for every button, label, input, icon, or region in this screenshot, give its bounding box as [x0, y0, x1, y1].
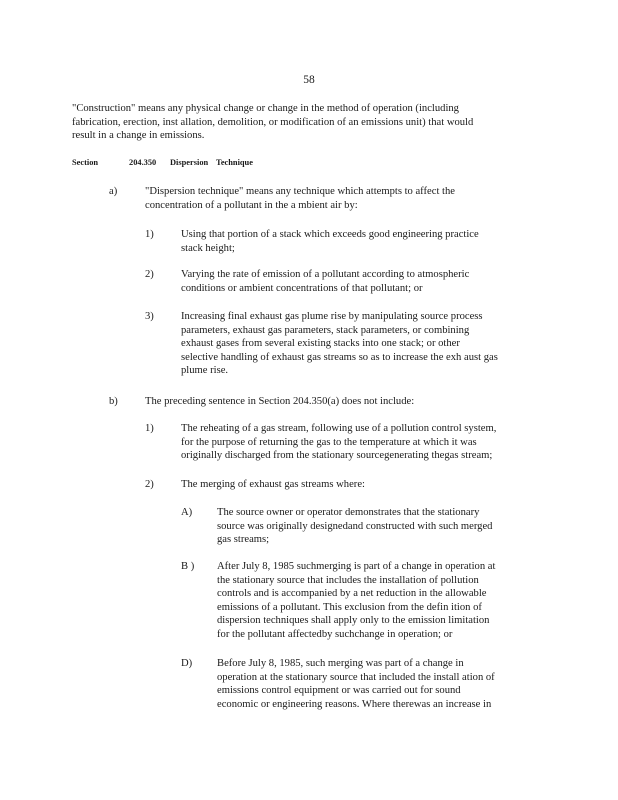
item-b-label: b) [109, 396, 118, 407]
item-a3-text [181, 310, 537, 378]
text-line: operation at the stationary source that included the install ation of [217, 671, 495, 683]
item-b2-B-label: B ) [181, 561, 195, 572]
item-b2-text [181, 478, 401, 492]
text-line: "Dispersion technique" means any technique which attempts to affect the [145, 186, 455, 197]
text-line: parameters, exhaust gas parameters, stack parameters, or combining [181, 324, 470, 336]
text-line: emissions control equipment or was carried out for sound [217, 685, 461, 697]
text-line: After July 8, 1985 suchmerging is part of a change in operation at [217, 561, 496, 572]
text-line: originally discharged from the stationary sourcegenerating thegas stream; [181, 450, 493, 462]
item-b2-A-text [217, 506, 523, 547]
section-number: 204.350 [129, 158, 157, 167]
item-a-text [145, 185, 499, 212]
text-line: The preceding sentence in Section 204.350(a) does not include: [145, 396, 415, 407]
text-line: Before July 8, 1985, such merging was part of a change in [217, 658, 464, 669]
text-line: Using that portion of a stack which exceeds good engineering practice [181, 229, 479, 240]
text-line: conditions or ambient concentrations of that pollutant; or [181, 282, 423, 294]
text-line: The reheating of a gas stream, following use of a pollution control system, [181, 423, 497, 434]
text-line: Increasing final exhaust gas plume rise by manipulating source process [181, 311, 483, 322]
construction-definition [72, 102, 522, 143]
item-a1-text [181, 228, 513, 255]
text-line: "Construction" means any physical change or change in the method of operation (including [72, 103, 459, 114]
item-b2-D-text [217, 657, 533, 711]
item-b2-D-label: D) [181, 658, 193, 669]
section-title-technique: Technique [216, 158, 253, 167]
section-word: Section [72, 158, 99, 167]
text-line: gas streams; [217, 534, 270, 546]
item-a2-text [181, 268, 501, 295]
text-line: The merging of exhaust gas streams where: [181, 479, 365, 490]
item-a-label: a) [109, 186, 118, 197]
page-number: 58 [303, 74, 315, 86]
text-line: stack height; [181, 242, 235, 254]
item-b2-B-text [217, 560, 535, 642]
item-a1-label: 1) [145, 229, 154, 240]
text-line: economic or engineering reasons. Where therewas an increase in [217, 698, 492, 710]
item-b1-text [181, 422, 529, 463]
text-line: controls and is accompanied by a net reduction in the allowable [217, 588, 487, 600]
item-a2-label: 2) [145, 269, 154, 280]
text-line: for the purpose of returning the gas to the temperature at which it was [181, 436, 477, 448]
text-line: plume rise. [181, 365, 229, 377]
item-b1-label: 1) [145, 423, 154, 434]
text-line: exhaust gases from several existing stacks into one stack; or other [181, 338, 460, 350]
item-b2-A-label: A) [181, 507, 193, 518]
text-line: Varying the rate of emission of a pollutant according to atmospheric [181, 269, 470, 280]
text-line: concentration of a pollutant in the a mbient air by: [145, 199, 358, 211]
text-line: fabrication, erection, inst allation, demolition, or modification of an emissions unit) that would [72, 116, 474, 128]
text-line: source was originally designedand constructed with such merged [217, 520, 493, 532]
text-line: for the pollutant affectedby suchchange in operation; or [217, 628, 453, 640]
item-b-text [145, 395, 445, 409]
text-line: result in a change in emissions. [72, 130, 205, 142]
text-line: selective handling of exhaust gas streams so as to increase the exh aust gas [181, 351, 498, 363]
text-line: dispersion techniques shall apply only to the emission limitation [217, 615, 490, 627]
text-line: The source owner or operator demonstrates that the stationary [217, 507, 480, 518]
text-line: emissions of a pollutant. This exclusion from the defin ition of [217, 601, 482, 613]
section-title-dispersion: Dispersion [170, 158, 209, 167]
text-line: the stationary source that includes the installation of pollution [217, 574, 479, 586]
item-b2-label: 2) [145, 479, 154, 490]
item-a3-label: 3) [145, 311, 154, 322]
